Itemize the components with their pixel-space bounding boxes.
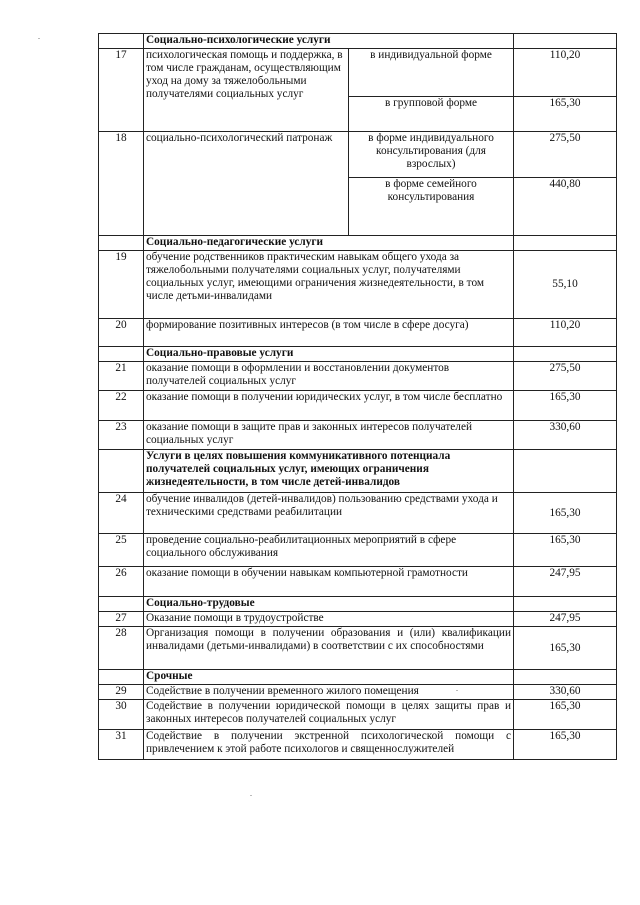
- service-form: в индивидуальной форме: [349, 49, 514, 97]
- service-form: в форме семейного консультирования: [349, 178, 514, 236]
- row-number: 23: [99, 421, 144, 450]
- row-number: 20: [99, 319, 144, 347]
- service-form: в форме индивидуального консультирования (для взрослых): [349, 132, 514, 178]
- table-row: [99, 567, 617, 597]
- service-name: Содействие в получении юридической помощи в целях защиты прав и законных интересов получателей социальных услуг: [144, 700, 514, 730]
- table-row: [99, 730, 617, 760]
- section-row: [99, 450, 617, 493]
- number-cell: [99, 34, 144, 49]
- price-value: 55,10: [514, 251, 617, 319]
- row-number: 31: [99, 730, 144, 760]
- service-form: в групповой форме: [349, 97, 514, 132]
- price-value: 165,30: [514, 627, 617, 670]
- tariff-table: [98, 33, 617, 760]
- price-value: 330,60: [514, 685, 617, 700]
- row-number: 24: [99, 493, 144, 534]
- section-title: Услуги в целях повышения коммуникативного потенциала получателей социальных услуг, имеющих ограничения жизнедеятельности, в том числе детей-инвалидов: [144, 450, 514, 493]
- section-title: Социально-психологические услуги: [144, 34, 514, 49]
- number-cell: [99, 670, 144, 685]
- service-name: оказание помощи в получении юридических услуг, в том числе бесплатно: [144, 391, 514, 421]
- service-name: социально-психологический патронаж: [144, 132, 349, 236]
- service-name: Содействие в получении экстренной психологической помощи с привлечением к этой работе психологов и священнослужителей: [144, 730, 514, 760]
- service-name: обучение инвалидов (детей-инвалидов) пользованию средствами ухода и техническими средствами реабилитации: [144, 493, 514, 534]
- section-row: [99, 670, 617, 685]
- table-row: [99, 685, 617, 700]
- price-cell: [514, 34, 617, 49]
- service-name: оказание помощи в оформлении и восстановлении документов получателей социальных услуг: [144, 362, 514, 391]
- price-value: 165,30: [514, 534, 617, 567]
- row-number: 22: [99, 391, 144, 421]
- price-value: 247,95: [514, 612, 617, 627]
- row-number: 29: [99, 685, 144, 700]
- scan-speck: [250, 795, 252, 796]
- table-row: [99, 612, 617, 627]
- section-row: [99, 347, 617, 362]
- service-name: проведение социально-реабилитационных мероприятий в сфере социального обслуживания: [144, 534, 514, 567]
- number-cell: [99, 236, 144, 251]
- service-name: оказание помощи в защите прав и законных интересов получателей социальных услуг: [144, 421, 514, 450]
- service-name: Содействие в получении временного жилого помещения: [144, 685, 514, 700]
- number-cell: [99, 450, 144, 493]
- table-row: [99, 493, 617, 534]
- service-name: формирование позитивных интересов (в том числе в сфере досуга): [144, 319, 514, 347]
- table-row: [99, 362, 617, 391]
- section-row: [99, 34, 617, 49]
- price-cell: [514, 450, 617, 493]
- section-row: [99, 597, 617, 612]
- section-row: [99, 236, 617, 251]
- service-name: психологическая помощь и поддержка, в том числе гражданам, осуществляющим уход на дому за тяжелобольными получателями социальных услуг: [144, 49, 349, 132]
- table-row: [99, 251, 617, 319]
- price-value: 275,50: [514, 132, 617, 178]
- table-row: [99, 391, 617, 421]
- scan-speck: [38, 38, 40, 39]
- price-cell: [514, 347, 617, 362]
- section-title: Социально-педагогические услуги: [144, 236, 514, 251]
- table-row: [99, 700, 617, 730]
- table-row: [99, 534, 617, 567]
- row-number: 27: [99, 612, 144, 627]
- table-row: [99, 627, 617, 670]
- price-value: 165,30: [514, 391, 617, 421]
- section-title: Срочные: [144, 670, 514, 685]
- price-value: 110,20: [514, 319, 617, 347]
- price-value: 165,30: [514, 97, 617, 132]
- service-name: обучение родственников практическим навыкам общего ухода за тяжелобольными получателями социальных услуг, получателями социальных услуг, имеющими ограничения жизнедеятельности, в том числе детьми-инвалидами: [144, 251, 514, 319]
- number-cell: [99, 597, 144, 612]
- price-value: 165,30: [514, 493, 617, 534]
- row-number: 25: [99, 534, 144, 567]
- table-row: [99, 49, 617, 97]
- row-number: 28: [99, 627, 144, 670]
- row-number: 17: [99, 49, 144, 132]
- table-row: [99, 132, 617, 178]
- price-value: 165,30: [514, 700, 617, 730]
- service-name: оказание помощи в обучении навыкам компьютерной грамотности: [144, 567, 514, 597]
- price-value: 110,20: [514, 49, 617, 97]
- row-number: 30: [99, 700, 144, 730]
- row-number: 26: [99, 567, 144, 597]
- price-value: 330,60: [514, 421, 617, 450]
- table-row: [99, 421, 617, 450]
- section-title: Социально-трудовые: [144, 597, 514, 612]
- row-number: 18: [99, 132, 144, 236]
- price-cell: [514, 670, 617, 685]
- price-cell: [514, 236, 617, 251]
- table-row: [99, 319, 617, 347]
- section-title: Социально-правовые услуги: [144, 347, 514, 362]
- number-cell: [99, 347, 144, 362]
- service-name: Оказание помощи в трудоустройстве: [144, 612, 514, 627]
- row-number: 21: [99, 362, 144, 391]
- price-value: 440,80: [514, 178, 617, 236]
- price-cell: [514, 597, 617, 612]
- price-value: 165,30: [514, 730, 617, 760]
- service-name: Организация помощи в получении образования и (или) квалификации инвалидами (детьми-инвалидами) в соответствии с их способностями: [144, 627, 514, 670]
- row-number: 19: [99, 251, 144, 319]
- price-value: 247,95: [514, 567, 617, 597]
- price-value: 275,50: [514, 362, 617, 391]
